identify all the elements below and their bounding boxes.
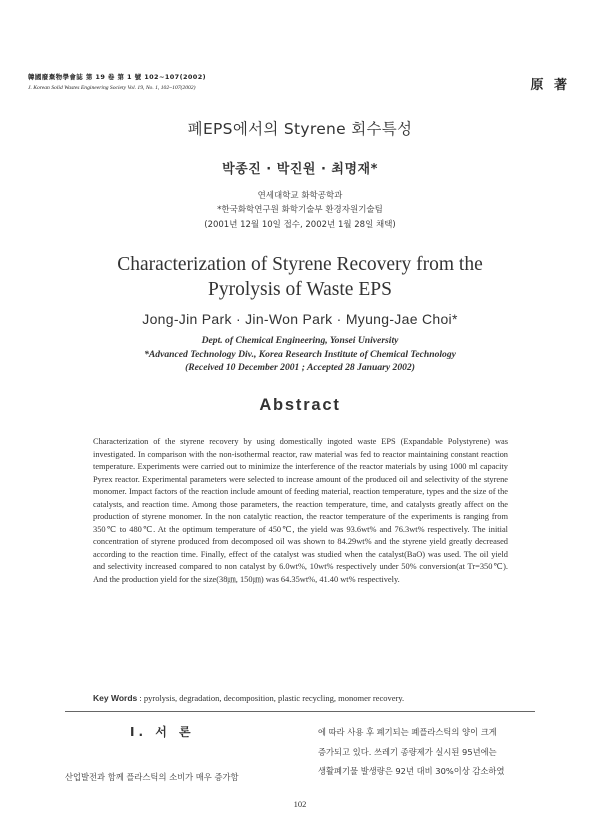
introduction-heading: I. 서 론 bbox=[130, 725, 195, 739]
body-right-line-1: 에 따라 사용 후 폐기되는 폐플라스틱의 양이 크게 bbox=[318, 727, 497, 737]
korean-authors: 박종진 · 박진원 · 최명재* bbox=[222, 162, 378, 177]
keywords-label: Key Words bbox=[93, 693, 138, 703]
abstract-heading: Abstract bbox=[259, 396, 341, 414]
korean-received-date: (2001년 12월 10일 접수, 2002년 1월 28일 채택) bbox=[204, 220, 396, 230]
keywords-text: : pyrolysis, degradation, decomposition, plastic recycling, monomer recovery. bbox=[139, 693, 405, 703]
section-divider bbox=[65, 711, 535, 712]
korean-affiliation-1: 연세대학교 화학공학과 bbox=[257, 191, 343, 201]
english-received-date: (Received 10 December 2001 ; Accepted 28 January 2002) bbox=[185, 362, 415, 373]
english-affiliation-1: Dept. of Chemical Engineering, Yonsei University bbox=[201, 335, 399, 346]
keywords bbox=[93, 693, 513, 703]
english-authors: Jong-Jin Park · Jin-Won Park · Myung-Jae Choi* bbox=[142, 311, 458, 327]
journal-header bbox=[28, 72, 448, 91]
english-affiliation-2: *Advanced Technology Div., Korea Research Institute of Chemical Technology bbox=[144, 349, 456, 360]
english-title-line-1: Characterization of Styrene Recovery from the bbox=[117, 254, 483, 275]
body-left-line: 산업발전과 함께 플라스틱의 소비가 매우 증가함 bbox=[65, 772, 239, 782]
body-right-line-3: 생활폐기물 발생량은 92년 대비 30%이상 감소하였 bbox=[318, 766, 505, 776]
body-left-column bbox=[65, 771, 305, 783]
english-title-line-2: Pyrolysis of Waste EPS bbox=[208, 279, 392, 300]
journal-citation-korean: 韓國廢棄物學會誌 第 19 卷 第 1 號 102~107(2002) bbox=[28, 73, 207, 81]
article-type-label: 原 著 bbox=[530, 78, 570, 93]
korean-affiliation-2: *한국화학연구원 화학기술부 환경자원기술팀 bbox=[217, 205, 383, 215]
abstract-body: Characterization of the styrene recovery by using domestically ingoted waste EPS (Expandable Polystyrene) was investigated. In comparison with the non-isothermal reactor, raw material was fed to reactor maintaining constant reaction temperature. Experiments were carried out to minimize the interference of the reactor materials by using 1000 ml capacity Pyrex reactor. Experimental parameters were selected to increase amount of the produced oil and selectivity of the styrene monomer. Impact factors of the reaction include amount of feeding material, reaction temperature, types and the size of the catalysts, and reaction time. Among those parameters, the reaction temperature, time, and catalysts greatly affect on the production of styrene monomer. In the non catalytic reaction, the reactor temperature of the experiments is ranging from 350℃ to 480℃. At the optimum temperature of 450℃, the yield was 93.6wt% and 76.3wt% respectively. The initial concentration of styrene produced from decomposed oil was shown to 84.29wt% and the styrene yield greatly decreased according to the reaction time. Finally, effect of the catalyst was studied when the catalyst(BaO) was used. The oil yield and selectivity increased compared to non catalyst by 6.0wt%, 10wt% respectively under 50% conversion(at Tr=350℃). And the production yield for the size(38㎛, 150㎛) was 64.35wt%, 41.40 wt% respectively. bbox=[93, 437, 508, 585]
page-number: 102 bbox=[293, 799, 307, 809]
english-title bbox=[0, 252, 600, 302]
journal-citation-english: J. Korean Solid Wastes Engineering Society Vol. 19, No. 1, 102~107(2002) bbox=[28, 85, 196, 91]
body-right-column bbox=[318, 723, 543, 782]
body-right-line-2: 증가되고 있다. 쓰레기 종량제가 실시된 95년에는 bbox=[318, 746, 497, 757]
korean-title: 폐EPS에서의 Styrene 회수특성 bbox=[187, 120, 413, 138]
